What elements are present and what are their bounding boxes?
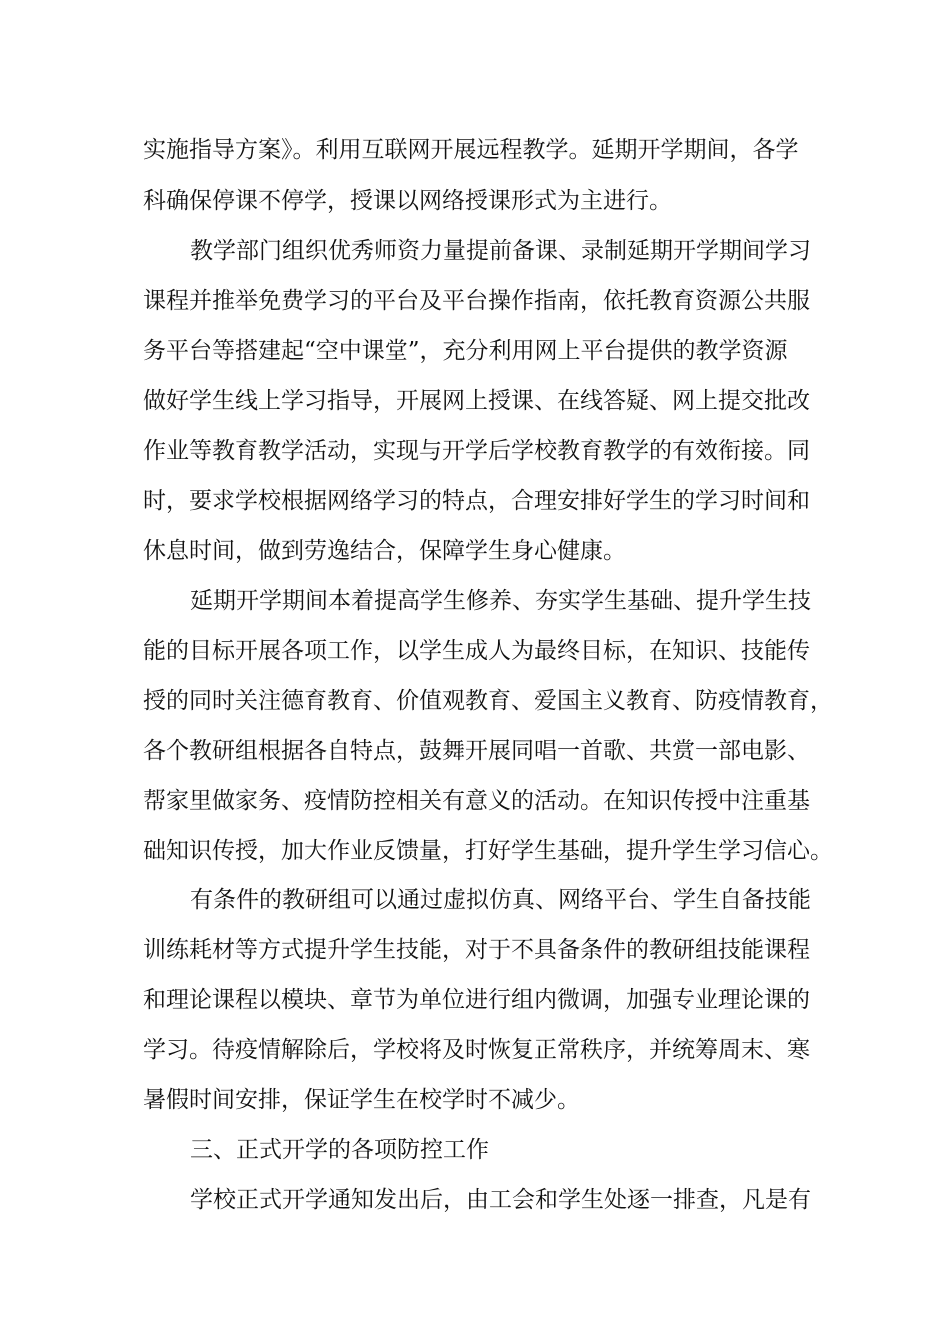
text-line: 时，要求学校根据网络学习的特点，合理安排好学生的学习时间和	[143, 488, 810, 514]
section-heading: 三、正式开学的各项防控工作	[190, 1137, 489, 1163]
text-line: 实施指导方案》。利用互联网开展远程教学。延期开学期间，各学	[143, 137, 799, 163]
text-line: 和理论课程以模块、章节为单位进行组内微调，加强专业理论课的	[143, 987, 810, 1013]
text-line: 务平台等搭建起“空中课堂”，充分利用网上平台提供的教学资源	[143, 338, 788, 364]
text-line: 作业等教育教学活动，实现与开学后学校教育教学的有效衔接。同	[143, 438, 810, 464]
text-line: 训练耗材等方式提升学生技能，对于不具备条件的教研组技能课程	[143, 937, 810, 963]
text-line: 帮家里做家务、疫情防控相关有意义的活动。在知识传授中注重基	[143, 788, 810, 814]
text-line: 授的同时关注德育教育、价值观教育、爱国主义教育、防疫情教育，	[143, 688, 833, 714]
text-line: 础知识传授，加大作业反馈量，打好学生基础，提升学生学习信心。	[143, 838, 833, 864]
paragraph-start-line: 有条件的教研组可以通过虚拟仿真、网络平台、学生自备技能	[190, 887, 811, 913]
text-line: 暑假时间安排，保证学生在校学时不减少。	[143, 1087, 580, 1113]
paragraph-start-line: 学校正式开学通知发出后，由工会和学生处逐一排查，凡是有	[190, 1187, 811, 1213]
text-line: 学习。待疫情解除后，学校将及时恢复正常秩序，并统筹周末、寒	[143, 1037, 810, 1063]
text-line: 能的目标开展各项工作，以学生成人为最终目标，在知识、技能传	[143, 638, 810, 664]
text-line: 各个教研组根据各自特点，鼓舞开展同唱一首歌、共赏一部电影、	[143, 738, 810, 764]
text-line: 休息时间，做到劳逸结合，保障学生身心健康。	[143, 538, 626, 564]
text-line: 科确保停课不停学，授课以网络授课形式为主进行。	[143, 188, 672, 214]
text-line: 做好学生线上学习指导，开展网上授课、在线答疑、网上提交批改	[143, 388, 810, 414]
paragraph-start-line: 教学部门组织优秀师资力量提前备课、录制延期开学期间学习	[190, 238, 811, 264]
paragraph-start-line: 延期开学期间本着提高学生修养、夯实学生基础、提升学生技	[190, 588, 811, 614]
text-line: 课程并推举免费学习的平台及平台操作指南，依托教育资源公共服	[143, 288, 810, 314]
